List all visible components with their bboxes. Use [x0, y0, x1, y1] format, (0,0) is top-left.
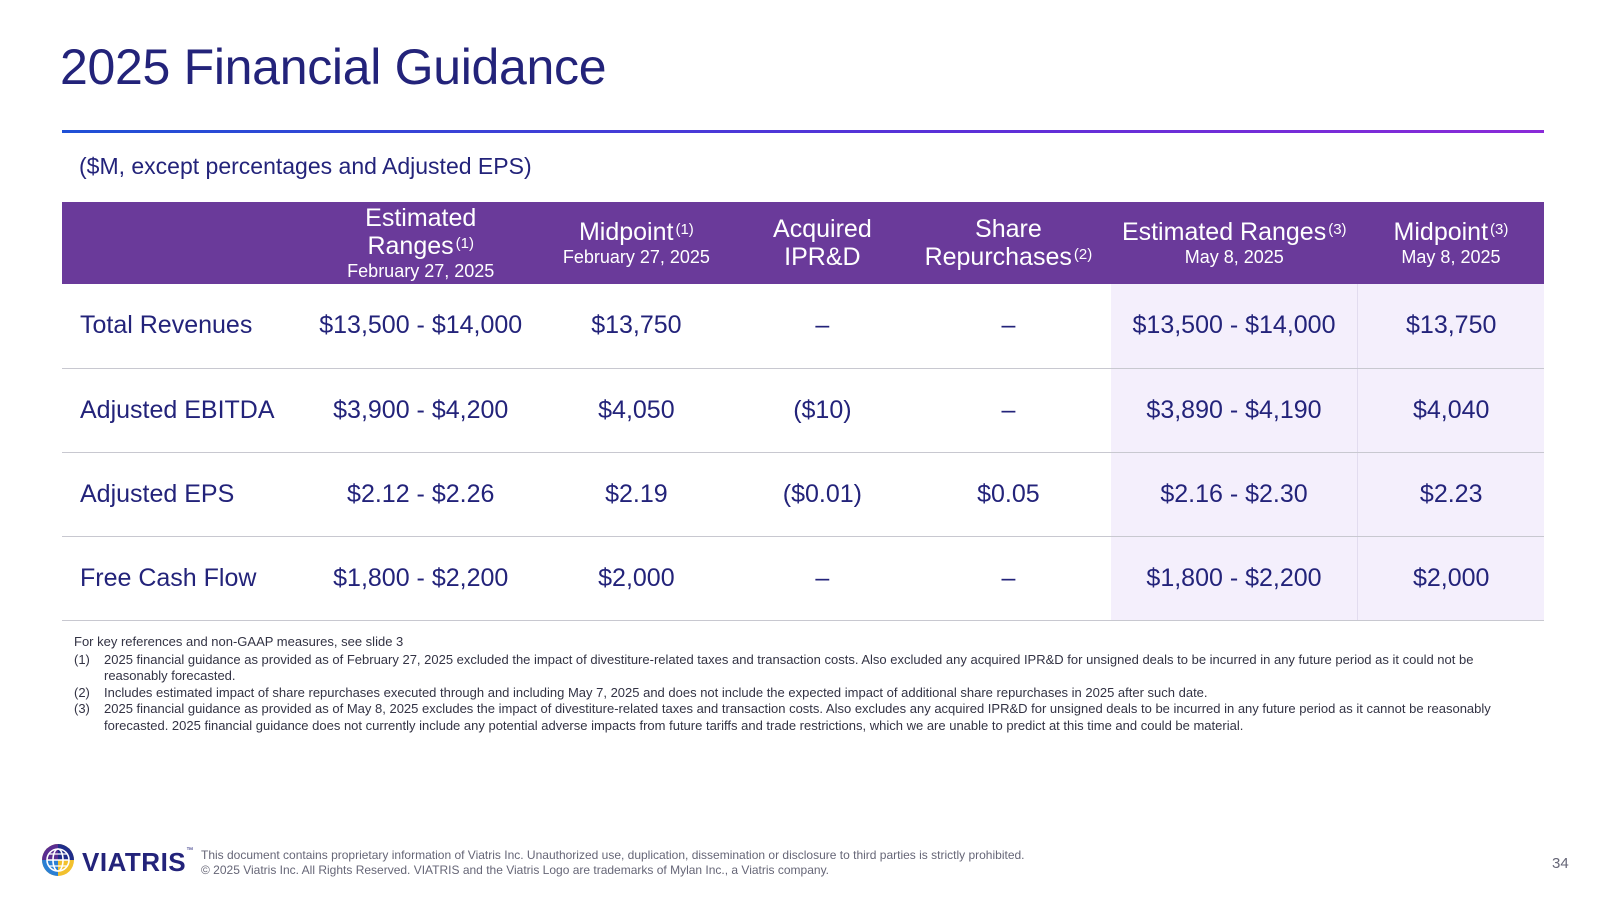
header-blank — [62, 202, 307, 284]
footnote-text: 2025 financial guidance as provided as of February 27, 2025 excluded the impact of divestiture-related taxes and transaction costs. Also excluded any acquired IPR&D for unsigned deals to be incurred in any future period as it could not be reasonably forecasted. — [104, 651, 1474, 683]
globe-logo-icon — [40, 842, 76, 883]
table-cell: – — [906, 536, 1110, 620]
legal-disclaimer — [201, 848, 1025, 877]
table-cell: – — [739, 284, 907, 368]
viatris-logo — [40, 842, 194, 883]
footnote-item — [74, 701, 1524, 734]
row-label: Total Revenues — [62, 284, 307, 368]
title-divider — [62, 130, 1544, 133]
table-cell: $3,900 - $4,200 — [307, 368, 534, 452]
table-cell: $2,000 — [1358, 536, 1544, 620]
table-cell: – — [906, 284, 1110, 368]
header-acquired-iprd: Acquired IPR&D — [773, 215, 872, 271]
row-label: Free Cash Flow — [62, 536, 307, 620]
table-cell: – — [906, 368, 1110, 452]
table-row-adjusted-ebitda — [62, 368, 1544, 452]
footnote-number: (2) — [74, 684, 90, 700]
footnote-item — [74, 685, 1524, 702]
legal-line: This document contains proprietary information of Viatris Inc. Unauthorized use, duplication, dissemination or disclosure to third parties is strictly prohibited. — [201, 848, 1025, 862]
table-header-row — [62, 202, 1544, 284]
footnote-lead: For key references and non-GAAP measures, see slide 3 — [74, 634, 404, 649]
table-cell: $1,800 - $2,200 — [307, 536, 534, 620]
table-cell: $13,750 — [534, 284, 738, 368]
footnote-item — [74, 652, 1524, 685]
table-cell: $2.12 - $2.26 — [307, 452, 534, 536]
table-cell: ($0.01) — [739, 452, 907, 536]
logo-wordmark: VIATRIS™ — [82, 847, 194, 877]
header-midpoint-may: Midpoint $^{(3)}$ May 8, 2025 — [1393, 218, 1509, 267]
table-cell: $2.16 - $2.30 — [1111, 452, 1358, 536]
header-share-repurchases: Share Repurchases $^{(2)}$ — [924, 215, 1093, 271]
table-cell: $1,800 - $2,200 — [1111, 536, 1358, 620]
table-cell: $3,890 - $4,190 — [1111, 368, 1358, 452]
footnote-number: (1) — [74, 651, 90, 667]
table-cell: ($10) — [739, 368, 907, 452]
table-cell: $2,000 — [534, 536, 738, 620]
table-row-free-cash-flow — [62, 536, 1544, 620]
table-cell: – — [739, 536, 907, 620]
footnote-text: 2025 financial guidance as provided as of May 8, 2025 excludes the impact of divestiture-related taxes and transaction costs. Also excludes any acquired IPR&D for unsigned deals to be incurred in any future period as it cannot be reasonably forecasted. 2025 financial guidance does not currently include any potential adverse impacts from future tariffs and trade restrictions, which we are unable to predict at this time and could be material. — [104, 701, 1491, 733]
table-cell: $13,500 - $14,000 — [307, 284, 534, 368]
table-cell: $13,750 — [1358, 284, 1544, 368]
table-subtitle: ($M, except percentages and Adjusted EPS) — [79, 153, 532, 179]
header-est-ranges-may: Estimated Ranges $^{(3)}$ May 8, 2025 — [1121, 218, 1347, 267]
table-cell: $13,500 - $14,000 — [1111, 284, 1358, 368]
legal-line: © 2025 Viatris Inc. All Rights Reserved. VIATRIS and the Viatris Logo are trademarks of Mylan Inc., a Viatris company. — [201, 862, 830, 877]
footnote-text: Includes estimated impact of share repurchases executed through and including May 7, 2025 and does not include the expected impact of additional share repurchases in 2025 after such date. — [104, 684, 1208, 700]
table-cell: $2.23 — [1358, 452, 1544, 536]
footnotes — [74, 634, 1524, 734]
table-cell: $2.19 — [534, 452, 738, 536]
page-number: 34 — [1552, 855, 1569, 872]
table-row-adjusted-eps — [62, 452, 1544, 536]
guidance-table — [62, 202, 1544, 621]
table-cell: $4,040 — [1358, 368, 1544, 452]
header-midpoint-feb: Midpoint $^{(1)}$ February 27, 2025 — [562, 218, 710, 267]
row-label: Adjusted EPS — [62, 452, 307, 536]
table-cell: $4,050 — [534, 368, 738, 452]
row-label: Adjusted EBITDA — [62, 368, 307, 452]
header-est-ranges-feb: Estimated Ranges $^{(1)}$ February 27, 2025 — [347, 204, 495, 281]
page-title: 2025 Financial Guidance — [60, 39, 607, 95]
table-cell: $0.05 — [906, 452, 1110, 536]
table-row-total-revenues — [62, 284, 1544, 368]
footnote-number: (3) — [74, 701, 90, 716]
